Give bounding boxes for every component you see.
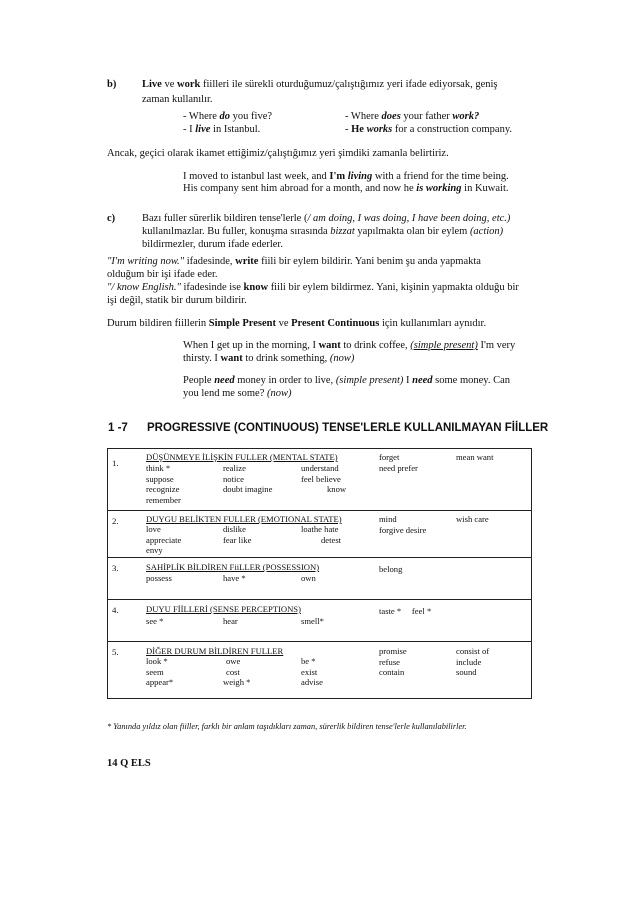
col-4: belong [379, 564, 403, 574]
row-heading: SAHİPLİK BİLDİREN FiiLLER (POSSESSION) [146, 562, 320, 572]
col-1: possess [146, 573, 172, 583]
example-moved: I moved to istanbul last week, and I'm living with a friend for the time being. [183, 171, 509, 182]
example-need-2: you lend me some? (now) [183, 388, 292, 399]
section-c-line3: bildirmezler, durum ifade ederler. [142, 239, 283, 250]
table-row [108, 600, 531, 642]
col-3: loathe hate detest [301, 524, 342, 545]
paragraph-state-verbs: Durum bildiren fiillerin Simple Present ve Present Continuous için kullanımları aynıdır. [107, 318, 487, 329]
col-1: love appreciate envy [146, 524, 182, 556]
col-1: see * [146, 616, 164, 626]
table-row [108, 558, 531, 600]
section-c-line2: kullanılmazlar. Bu fuller, konuşma sırasında bizzat yapılmakta olan bir eylem (action) [142, 226, 504, 237]
footnote: * Yanında yıldız olan fiiller, farklı bir anlam taşıdıkları zaman, sürerlik bildiren tense'lerle kullanılabilirler. [107, 722, 467, 731]
row-number: 2. [112, 516, 119, 526]
row-heading: DUYU FİİLLERİ (SENSE PERCEPTIONS) [146, 604, 301, 614]
col-5: wish care [456, 514, 489, 524]
col-4: forget need prefer [379, 452, 418, 473]
page-footer: 14 Q ELS [107, 758, 151, 769]
table-row [108, 642, 531, 698]
verb-table [107, 448, 532, 699]
example-company: His company sent him abroad for a month, and now he is working in Kuwait. [183, 183, 509, 194]
col-2: owe cost weigh * [223, 656, 251, 688]
paragraph-know-line2: işi değil, statik bir durum bildirir. [107, 295, 247, 306]
section-c-label: c) [107, 213, 116, 224]
example-i-live: - I live in Istanbul. [183, 124, 261, 135]
table-row [108, 511, 531, 558]
section-b-label: b) [107, 79, 117, 90]
example-want-1: When I get up in the morning, I want to drink coffee, (simple present) I'm very [183, 340, 516, 351]
col-4: promise refuse contain [379, 646, 407, 678]
paragraph-writing: "I'm writing now." ifadesinde, write fiili bir eylem bildirir. Yani benim şu anda yapmakta [107, 256, 481, 267]
col-2: dislike fear like [223, 524, 252, 545]
row-number: 4. [112, 605, 119, 615]
section-b-intro: Live ve work fiilleri ile sürekli oturduğumuz/çalıştığımız yeri ifade ediyorsak, geniş [142, 79, 498, 90]
col-2: realize notice doubt imagine [223, 463, 273, 495]
row-number: 5. [112, 647, 119, 657]
col-5: mean want [456, 452, 494, 462]
col-3: understand feel believe know [301, 463, 347, 495]
section-c-line1: Bazı fuller sürerlik bildiren tense'lerle (/ am doing, I was doing, I have been doing, etc.) [142, 213, 511, 224]
paragraph-writing-line2: olduğum bir işi ifade eder. [107, 269, 218, 280]
section-title: PROGRESSIVE (CONTINUOUS) TENSE'LERLE KULLANILMAYAN FİİLLER [147, 422, 549, 434]
col-3: smell* [301, 616, 324, 626]
col-3: own [301, 573, 316, 583]
example-where-do: - Where do you five? [183, 111, 273, 122]
col-2: have * [223, 573, 246, 583]
col-3: be * exist advise [301, 656, 323, 688]
example-want-2: thirsty. I want to drink something, (now) [183, 353, 355, 364]
example-need-1: People need money in order to live, (simple present) I need some money. Can [183, 375, 511, 386]
col-5: consist of include sound [456, 646, 490, 678]
col-4: mind forgive desire [379, 514, 427, 535]
example-he-works: - He works for a construction company. [345, 124, 513, 135]
col-1: look * seem appear* [146, 656, 174, 688]
example-where-does: - Where does your father work? [345, 111, 480, 122]
section-b-note: Ancak, geçici olarak ikamet ettiğimiz/çalıştığımız yeri şimdiki zamanla belirtiriz. [107, 148, 449, 159]
col-2: hear [223, 616, 238, 626]
section-number: 1 -7 [108, 422, 128, 434]
row-heading: DUYGU BELİKTEN FULLER (EMOTIONAL STATE) [146, 514, 342, 524]
col-1: think * suppose recognize remember [146, 463, 181, 505]
row-number: 3. [112, 563, 119, 573]
col-4: taste * feel * [379, 606, 432, 616]
paragraph-know: "/ know English." ifadesinde ise know fiili bir eylem bildirmez. Yani, kişinin yapmakta olduğu bir [107, 282, 519, 293]
row-number: 1. [112, 458, 119, 468]
table-row [108, 449, 531, 511]
row-heading: DÜŞÜNMEYE İLİŞKİN FULLER (MENTAL STATE) [146, 452, 338, 462]
row-heading: DİĞER DURUM BİLDİREN FULLER [146, 646, 284, 656]
section-b-intro-line2: zaman kullanılır. [142, 94, 213, 105]
